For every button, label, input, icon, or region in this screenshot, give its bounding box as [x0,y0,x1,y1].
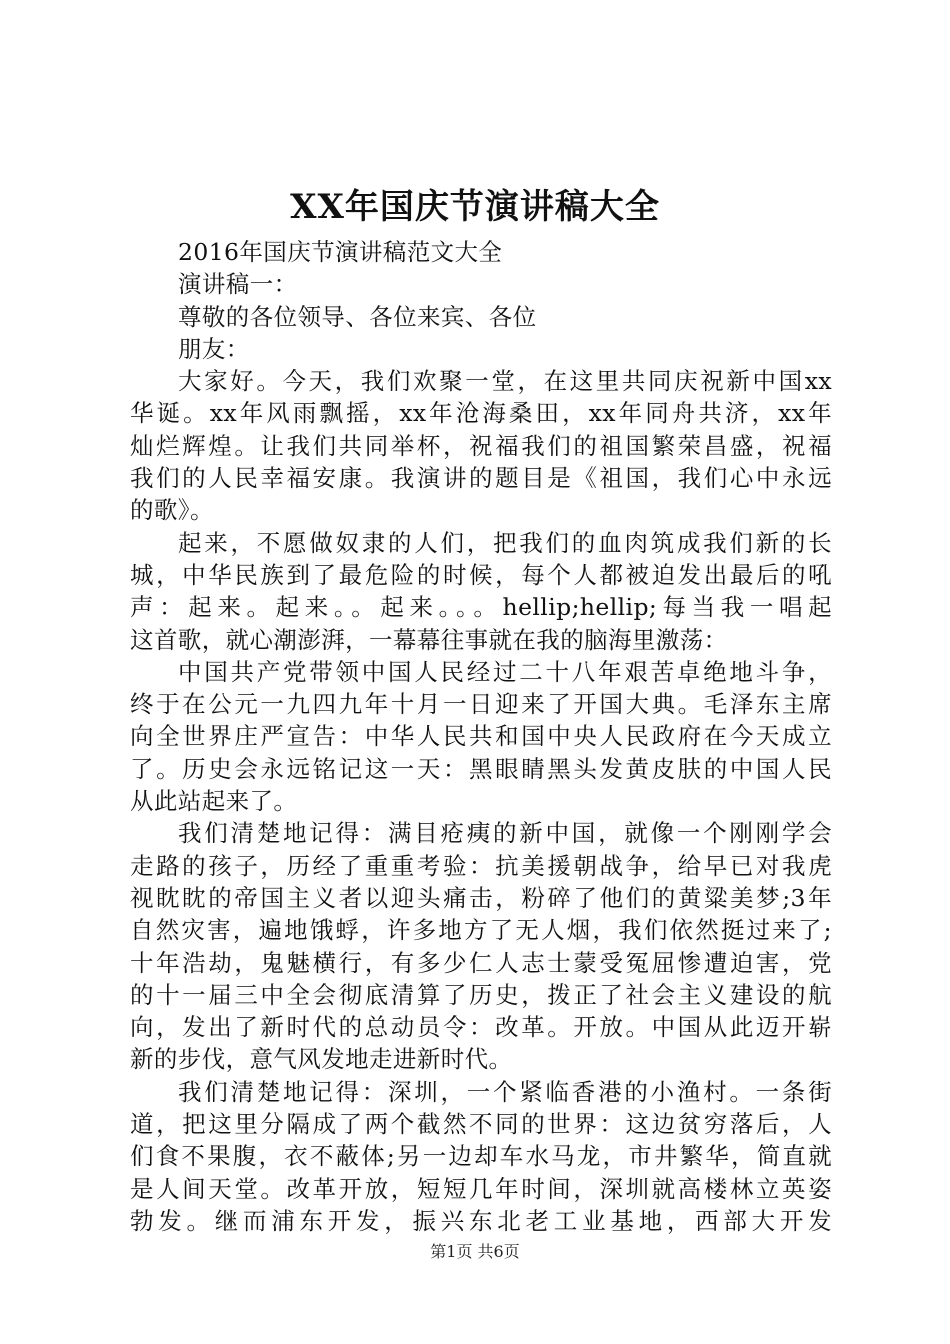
text-line: 起来，不愿做奴隶的人们，把我们的血肉筑成我们新的长 [178,528,832,557]
text-line: 我们的人民幸福安康。我演讲的题目是《祖国，我们心中永远 [130,464,832,493]
text-line: 这首歌，就心潮澎湃，一幕幕往事就在我的脑海里激荡： [130,625,728,654]
text-line: 朋友： [178,334,250,363]
text-line: 们食不果腹，衣不蔽体;另一边却车水马龙，市井繁华，简直就 [130,1142,832,1171]
text-line: 勃发。继而浦东开发，振兴东北老工业基地，西部大开发 [130,1206,832,1235]
text-line: 2016年国庆节演讲稿范文大全 [178,238,503,266]
text-line: 城，中华民族到了最危险的时候，每个人都被迫发出最后的吼 [130,560,832,589]
text-line: 演讲稿一： [178,270,298,299]
text-line: 灿烂辉煌。让我们共同举杯，祝福我们的祖国繁荣昌盛，祝福 [130,431,832,460]
document-body [130,236,832,1237]
text-line: 十年浩劫，鬼魅横行，有多少仁人志士蒙受冤屈惨遭迫害，党 [130,948,832,977]
text-line: 道，把这里分隔成了两个截然不同的世界：这边贫穷落后，人 [130,1110,832,1139]
text-line: 视眈眈的帝国主义者以迎头痛击，粉碎了他们的黄粱美梦;3年 [130,883,832,912]
text-line: 新的步伐，意气风发地走进新时代。 [130,1045,513,1074]
text-line: 我们清楚地记得：深圳，一个紧临香港的小渔村。一条街 [178,1077,832,1106]
text-line: 终于在公元一九四九年十月一日迎来了开国大典。毛泽东主席 [130,690,832,719]
text-line: 是人间天堂。改革开放，短短几年时间，深圳就高楼林立英姿 [130,1174,832,1203]
text-line: 大家好。今天，我们欢聚一堂，在这里共同庆祝新中国xx [178,367,832,396]
text-line: 向，发出了新时代的总动员令：改革。开放。中国从此迈开崭 [130,1013,832,1042]
text-line: 的十一届三中全会彻底清算了历史，拨正了社会主义建设的航 [130,980,832,1009]
text-line: 我们清楚地记得：满目疮痍的新中国，就像一个刚刚学会 [178,819,832,848]
document-title: XX年国庆节演讲稿大全 [290,187,660,227]
text-line: 的歌》。 [130,496,214,525]
page-footer: 第1页 共6页 [430,1242,520,1261]
text-line: 向全世界庄严宣告：中华人民共和国中央人民政府在今天成立 [130,722,832,751]
text-line: 从此站起来了。 [130,787,298,816]
text-line: 中国共产党带领中国人民经过二十八年艰苦卓绝地斗争， [178,657,832,686]
text-line: 走路的孩子，历经了重重考验：抗美援朝战争，给早已对我虎 [130,851,832,880]
text-line: 声：起来。起来。。起来。。。hellip;hellip;每当我一唱起 [130,593,832,622]
text-line: 华诞。xx年风雨飘摇，xx年沧海桑田，xx年同舟共济，xx年 [130,399,832,428]
text-line: 尊敬的各位领导、各位来宾、各位 [178,302,537,331]
text-line: 了。历史会永远铭记这一天：黑眼睛黑头发黄皮肤的中国人民 [130,754,832,783]
text-line: 自然灾害，遍地饿蜉，许多地方了无人烟，我们依然挺过来了; [130,916,832,945]
